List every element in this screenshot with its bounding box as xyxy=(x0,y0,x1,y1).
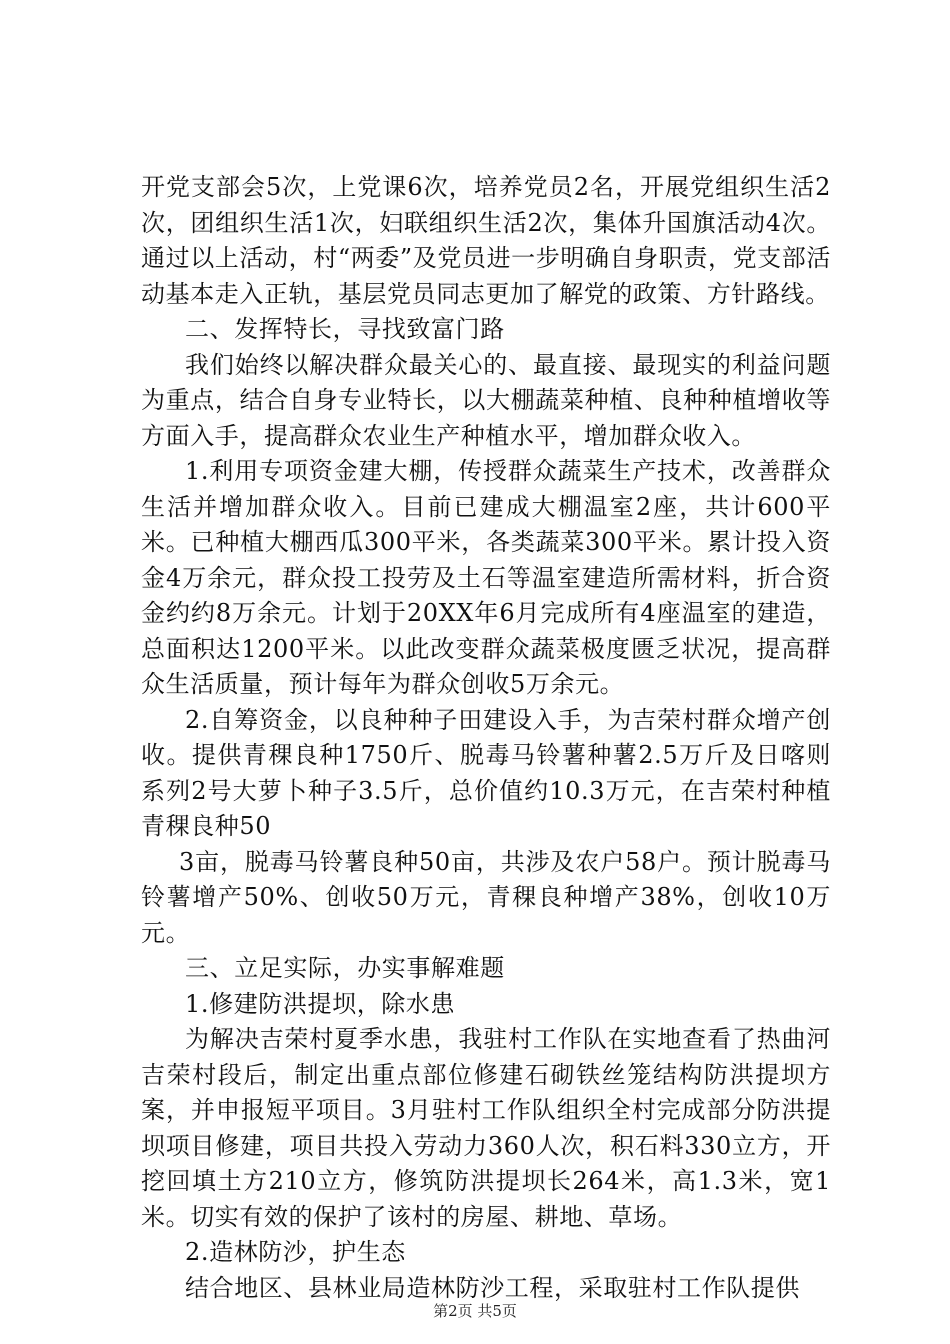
section-heading: 二、发挥特长，寻找致富门路 xyxy=(185,315,505,343)
paragraph: 1.利用专项资金建大棚，传授群众蔬菜生产技术，改善群众生活并增加群众收入。目前已建成大棚温室2座，共计600平米。已种植大棚西瓜300平米，各类蔬菜300平米。累计投入资金4万余元，群众投工投劳及土石等温室建造所需材料，折合资金约约8万余元。计划于20XX年6月完成所有4座温室的建造，总面积达1200平米。以此改变群众蔬菜极度匮乏状况，提高群众生活质量，预计每年为群众创收5万余元。 xyxy=(141,457,831,698)
paragraph-continuation: 开党支部会5次，上党课6次，培养党员2名，开展党组织生活2次，团组织生活1次，妇联组织生活2次，集体升国旗活动4次。通过以上活动，村“两委”及党员进一步明确自身职责，党支部活动基本走入正轨，基层党员同志更加了解党的政策、方针路线。 xyxy=(141,173,831,308)
paragraph: 为解决吉荣村夏季水患，我驻村工作队在实地查看了热曲河吉荣村段后，制定出重点部位修建石砌铁丝笼结构防洪提坝方案，并申报短平项目。3月驻村工作队组织全村完成部分防洪提坝项目修建，项目共投入劳动力360人次，积石料330立方，开挖回填土方210立方，修筑防洪提坝长264米，高1.3米，宽1米。切实有效的保护了该村的房屋、耕地、草场。 xyxy=(141,1025,831,1231)
subsection-heading: 2.造林防沙，护生态 xyxy=(185,1238,406,1266)
section-heading: 三、立足实际，办实事解难题 xyxy=(185,954,505,982)
paragraph: 我们始终以解决群众最关心的、最直接、最现实的利益问题为重点，结合自身专业特长，以大棚蔬菜种植、良种种植增收等方面入手，提高群众农业生产种植水平，增加群众收入。 xyxy=(141,350,831,450)
paragraph: 3亩，脱毒马铃薯良种50亩，共涉及农户58户。预计脱毒马铃薯增产50%、创收50万元，青稞良种增产38%，创收10万元。 xyxy=(141,847,831,947)
paragraph: 结合地区、县林业局造林防沙工程，采取驻村工作队提供 xyxy=(185,1273,800,1302)
subsection-heading: 1.修建防洪提坝，除水患 xyxy=(185,989,456,1018)
paragraph: 2.自筹资金，以良种种子田建设入手，为吉荣村群众增产创收。提供青稞良种1750斤、脱毒马铃薯种薯2.5万斤及日喀则系列2号大萝卜种子3.5斤，总价值约10.3万元，在吉荣村种植青稞良种50 xyxy=(141,705,831,840)
page-number-footer: 第2页 共5页 xyxy=(433,1302,517,1320)
document-body xyxy=(141,170,831,1306)
